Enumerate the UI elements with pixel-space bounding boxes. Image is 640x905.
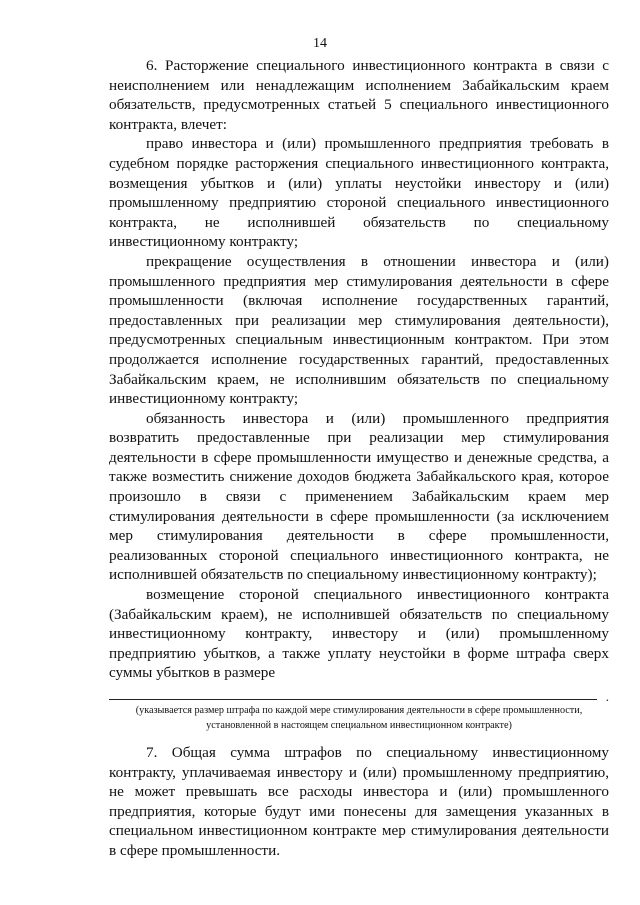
page-number: 14 [313,36,327,51]
paragraph-6-intro: 6. Расторжение специального инвестиционного контракта в связи с неисполнением или ненадлежащим исполнением Забайкальским краем обязательств, предусмотренных статьей 5 специального инвестиционного контракта, влечет: [109,57,609,133]
paragraph-right-to-terminate: право инвестора и (или) промышленного предприятия требовать в судебном порядке расторжения специального инвестиционного контракта, возмещения убытков и (или) уплаты неустойки инвестору и (или) промышленному предприятию стороной специального инвестиционного контракта, не исполнившей обязательств по специальному инвестиционному контракту; [109,135,609,251]
document-body [109,56,609,861]
paragraph-termination-of-measures: прекращение осуществления в отношении инвестора и (или) промышленного предприятия мер стимулирования деятельности в сфере промышленности (включая исполнение государственных гарантий, предоставленных при реализации мер стимулирования деятельности), предусмотренных специальным инвестиционным контрактом. При этом продолжается исполнение государственных гарантий, предоставленных Забайкальским краем, не исполнившим обязательств по специальному инвестиционному контракту; [109,252,609,408]
paragraph-compensation: возмещение стороной специального инвестиционного контракта (Забайкальским краем), не исполнившей обязательств по специальному инвестиционному контракту, инвестору и (или) промышленному предприятию убытков, а также уплату неустойки в форме штрафа сверх суммы убытков в размере [109,586,609,682]
paragraph-obligation-to-return: обязанность инвестора и (или) промышленного предприятия возвратить предоставленные при реализации мер стимулирования деятельности в сфере промышленности имущество и денежные средства, а также возместить снижение доходов бюджета Забайкальского края, которое произошло в связи с применением Забайкальским краем мер стимулирования деятельности в сфере промышленности (за исключением мер стимулирования деятельности в сфере промышленности, реализованных стороной специального инвестиционного контракта, не исполнившей обязательств по специальному инвестиционному контракту); [109,409,609,584]
paragraph-7-total-fines: 7. Общая сумма штрафов по специальному инвестиционному контракту, уплачиваемая инвестору и (или) промышленному предприятию, не может превышать все расходы инвестора и (или) промышленного предприятия, которые будут ими понесены для замещения указанных в специальном инвестиционном контракте мер стимулирования деятельности в сфере промышленности. [109,744,609,859]
fill-in-blank-line [109,689,609,704]
blank-end-mark: . [605,689,609,704]
fill-in-footnote: (указывается размер штрафа по каждой мере стимулирования деятельности в сфере промышленности, установленной в настоящем специальном инвестиционном контракте) [135,705,583,731]
